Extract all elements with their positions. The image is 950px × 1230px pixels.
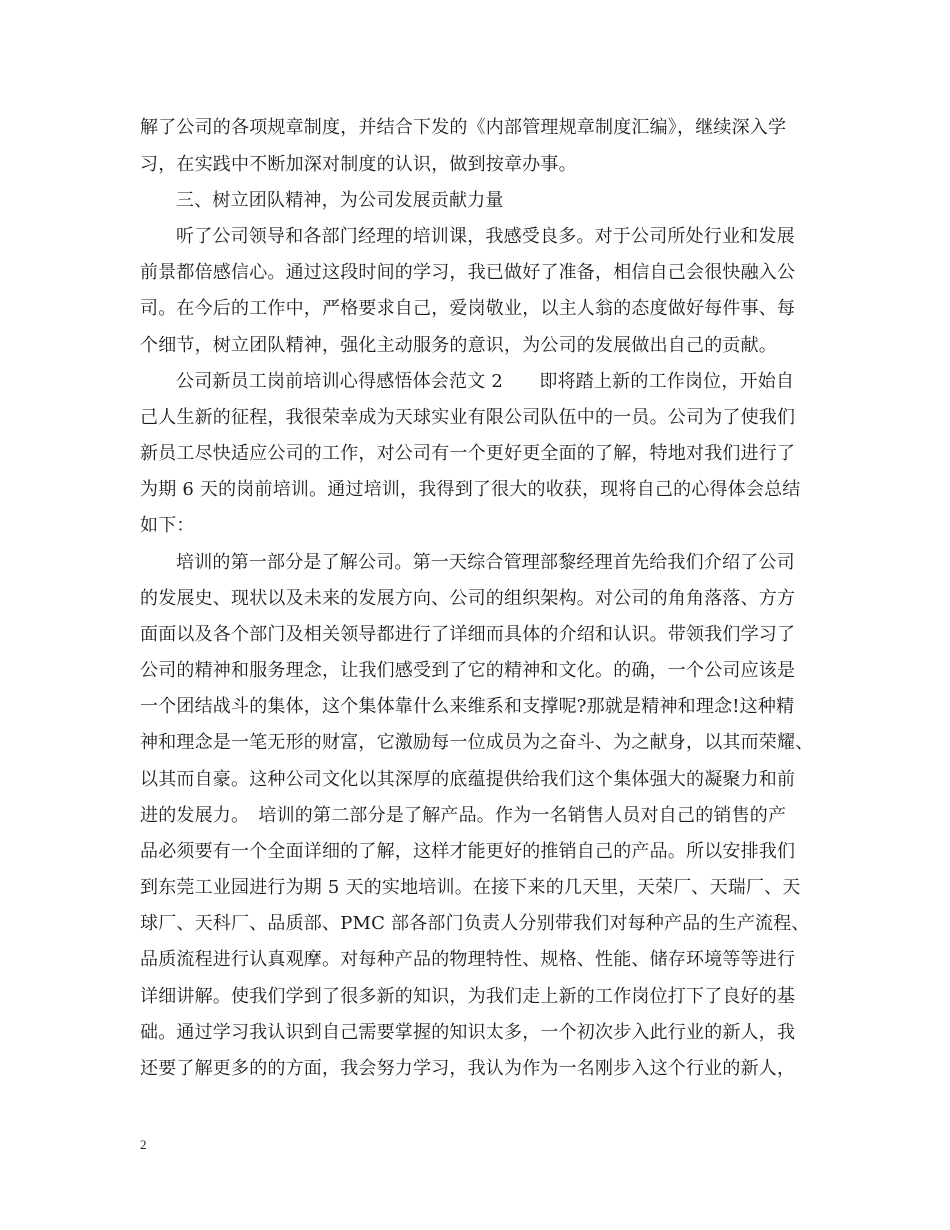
body-text-line: 以其而自豪。这种公司文化以其深厚的底蕴提供给我们这个集体强大的凝聚力和前 xyxy=(140,769,796,790)
body-text-line: 面面以及各个部门及相关领导都进行了详细而具体的介绍和认识。带领我们学习了 xyxy=(140,624,796,645)
paragraph-first-line: 培训的第一部分是了解公司。第一天综合管理部黎经理首先给我们介绍了公司 xyxy=(176,552,795,573)
body-text-line: 品质流程进行认真观摩。对每种产品的物理特性、规格、性能、储存环境等等进行 xyxy=(140,949,796,970)
body-text-line: 司。在今后的工作中，严格要求自己，爱岗敬业，以主人翁的态度做好每件事、每 xyxy=(140,298,796,319)
paragraph-first-line: 公司新员工岗前培训心得感悟体会范文 2 即将踏上新的工作岗位，开始自 xyxy=(176,371,795,392)
body-text-line: 础。通过学习我认识到自己需要掌握的知识太多，一个初次步入此行业的新人，我 xyxy=(140,1022,796,1043)
body-text-line: 解了公司的各项规章制度，并结合下发的《内部管理规章制度汇编》，继续深入学 xyxy=(140,117,787,138)
body-text-line: 还要了解更多的的方面，我会努力学习，我认为作为一名刚步入这个行业的新人， xyxy=(140,1058,796,1079)
body-text-line: 一个团结战斗的集体，这个集体靠什么来维系和支撑呢?那就是精神和理念!这种精 xyxy=(140,696,795,717)
body-text-line: 新员工尽快适应公司的工作，对公司有一个更好更全面的了解，特地对我们进行了 xyxy=(140,443,796,464)
body-text-line: 神和理念是一笔无形的财富，它激励每一位成员为之奋斗、为之献身，以其而荣耀、 xyxy=(140,732,814,753)
body-text-line: 前景都倍感信心。通过这段时间的学习，我已做好了准备，相信自己会很快融入公 xyxy=(140,262,796,283)
body-text-line: 到东莞工业园进行为期 5 天的实地培训。在接下来的几天里，天荣厂、天瑞厂、天 xyxy=(140,877,801,898)
body-text-line: 如下： xyxy=(140,515,195,536)
body-text-line: 习，在实践中不断加深对制度的认识，做到按章办事。 xyxy=(140,154,577,175)
body-text-line: 球厂、天科厂、品质部、PMC 部各部门负责人分别带我们对每种产品的生产流程、 xyxy=(140,913,810,934)
body-text-line: 进的发展力。 培训的第二部分是了解产品。作为一名销售人员对自己的销售的产 xyxy=(140,805,787,826)
body-text-line: 个细节，树立团队精神，强化主动服务的意识，为公司的发展做出自己的贡献。 xyxy=(140,335,777,356)
page-number: 2 xyxy=(140,1137,147,1152)
section-heading: 三、树立团队精神，为公司发展贡献力量 xyxy=(176,190,504,211)
body-text-line: 公司的精神和服务理念，让我们感受到了它的精神和文化。的确，一个公司应该是 xyxy=(140,660,796,681)
body-text-line: 详细讲解。使我们学到了很多新的知识，为我们走上新的工作岗位打下了良好的基 xyxy=(140,986,796,1007)
paragraph-first-line: 听了公司领导和各部门经理的培训课，我感受良多。对于公司所处行业和发展 xyxy=(176,226,795,247)
body-text-line: 为期 6 天的岗前培训。通过培训，我得到了很大的收获，现将自己的心得体会总结 xyxy=(140,479,801,500)
body-text-line: 的发展史、现状以及未来的发展方向、公司的组织架构。对公司的角角落落、方方 xyxy=(140,588,796,609)
body-text-line: 品必须要有一个全面详细的了解，这样才能更好的推销自己的产品。所以安排我们 xyxy=(140,841,796,862)
body-text-line: 己人生新的征程，我很荣幸成为天球实业有限公司队伍中的一员。公司为了使我们 xyxy=(140,407,796,428)
